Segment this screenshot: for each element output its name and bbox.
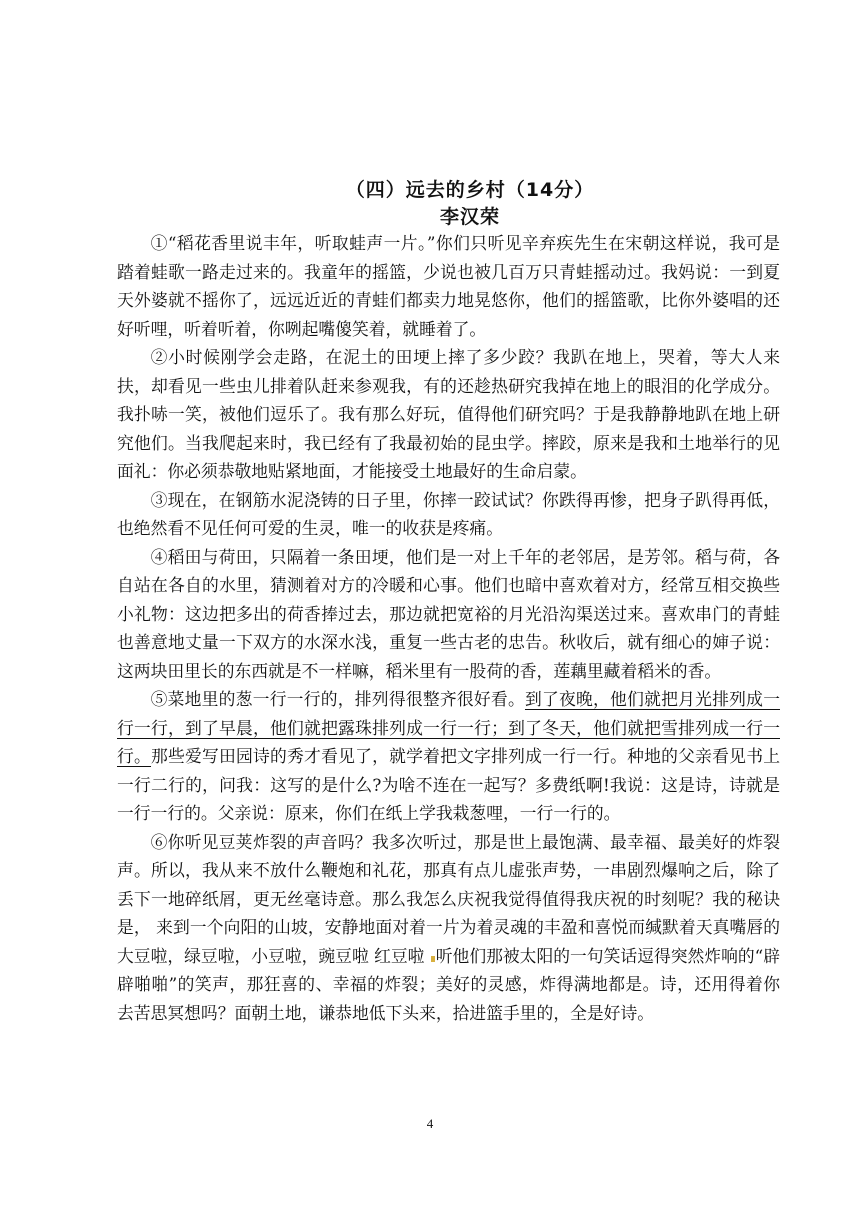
paragraph-6-first: ⑥你听见豆荚炸裂的声音吗？我多次听过，那是世上最饱满、最幸福、最美好的炸裂声。所以，我从来不放什么鞭炮和礼花，那真有点儿虚张声势，一串剧烈爆响之后，除了丢下一地碎纸屑，更无丝毫诗意。那么我怎么庆祝我觉得值得我庆祝的时刻呢？我的秘诀是， 来到一个向阳的山坡，安静地面对着一片为着灵魂的丰盈和喜悦而缄默着天真嘴唇的大豆啦，绿豆啦，小豆啦，豌豆啦 红豆啦 (117, 831, 780, 966)
paragraph-2: ②小时候刚学会走路，在泥土的田埂上摔了多少跤？我趴在地上，哭着，等大人来扶，却看见一些虫儿排着队赶来参观我，有的还趁热研究我掉在地上的眼泪的化学成分。我扑哧一笑，被他们逗乐了。我有那么好玩，值得他们研究吗？于是我静静地趴在地上研究他们。当我爬起来时，我已经有了我最初始的昆虫学。摔跤，原来是我和土地举行的见面礼：你必须恭敬地贴紧地面，才能接受土地最好的生命启蒙。 (117, 347, 780, 481)
author-name: 李汉荣 (439, 206, 500, 228)
paragraph-1: ①“稻花香里说丰年，听取蛙声一片。”你们只听见辛弃疾先生在宋朝这样说，我可是踏着蛙歌一路走过来的。我童年的摇篮，少说也被几百万只青蛙摇动过。我妈说：一到夏天外婆就不摇你了，远远近近的青蛙们都卖力地晃悠你，他们的摇篮歌，比你外婆唱的还好听哩，听着听着，你咧起嘴傻笑着，就睡着了。 (117, 233, 780, 339)
paragraph-6 (117, 828, 780, 1028)
section-title: （四）远去的乡村（14分） (345, 179, 595, 201)
paragraph-5-rest: 那些爱写田园诗的秀才看见了，就学着把文字排列成一行一行。种地的父亲看见书上一行二行的，问我：这写的是什么?为啥不连在一起写？多费纸啊!我说：这是诗，诗就是一行一行的。父亲说：原来，你们在纸上学我栽葱哩，一行一行的。 (117, 746, 780, 823)
highlight-mark-icon (431, 956, 435, 962)
page-number: 4 (426, 1116, 434, 1131)
paragraph-3: ③现在，在钢筋水泥浇铸的日子里，你摔一跤试试？你跌得再惨，把身子趴得再低，也绝然看不见任何可爱的生灵，唯一的收获是疼痛。 (117, 489, 780, 538)
article-body (117, 229, 780, 1027)
paragraph-5-intro: ⑤菜地里的葱一行一行的，排列得很整齐很好看。 (150, 689, 525, 709)
paragraph-4: ④稻田与荷田，只隔着一条田埂，他们是一对上千年的老邻居，是芳邻。稻与荷，各自站在各自的水里，猜测着对方的冷暖和心事。他们也暗中喜欢着对方，经常互相交换些小礼物：这边把多出的荷香捧过去，那边就把宽裕的月光沿沟渠送过来。喜欢串门的青蛙也善意地丈量一下双方的水深水浅，重复一些古老的忠告。秋收后，就有细心的婶子说：这两块田里长的东西就是不一样嘛，稻米里有一股荷的香，莲藕里藏着稻米的香。 (117, 546, 780, 681)
underlined-sentence: 到了夜晚，他们就把月光排列成一行一行，到了早晨，他们就把露珠排列成一行一行；到了冬天，他们就把雪排列成一行一行。 (117, 689, 780, 766)
paragraph-5 (117, 685, 780, 828)
paragraph-6-second: 听他们那被太阳的一句笑话逗得突然炸响的“辟辟啪啪”的笑声，那狂喜的、幸福的炸裂；美好的灵感，炸得满地都是。诗，还用得着你去苦思冥想吗？面朝土地，谦恭地低下头来，拾进篮手里的，全是好诗。 (117, 945, 780, 1023)
